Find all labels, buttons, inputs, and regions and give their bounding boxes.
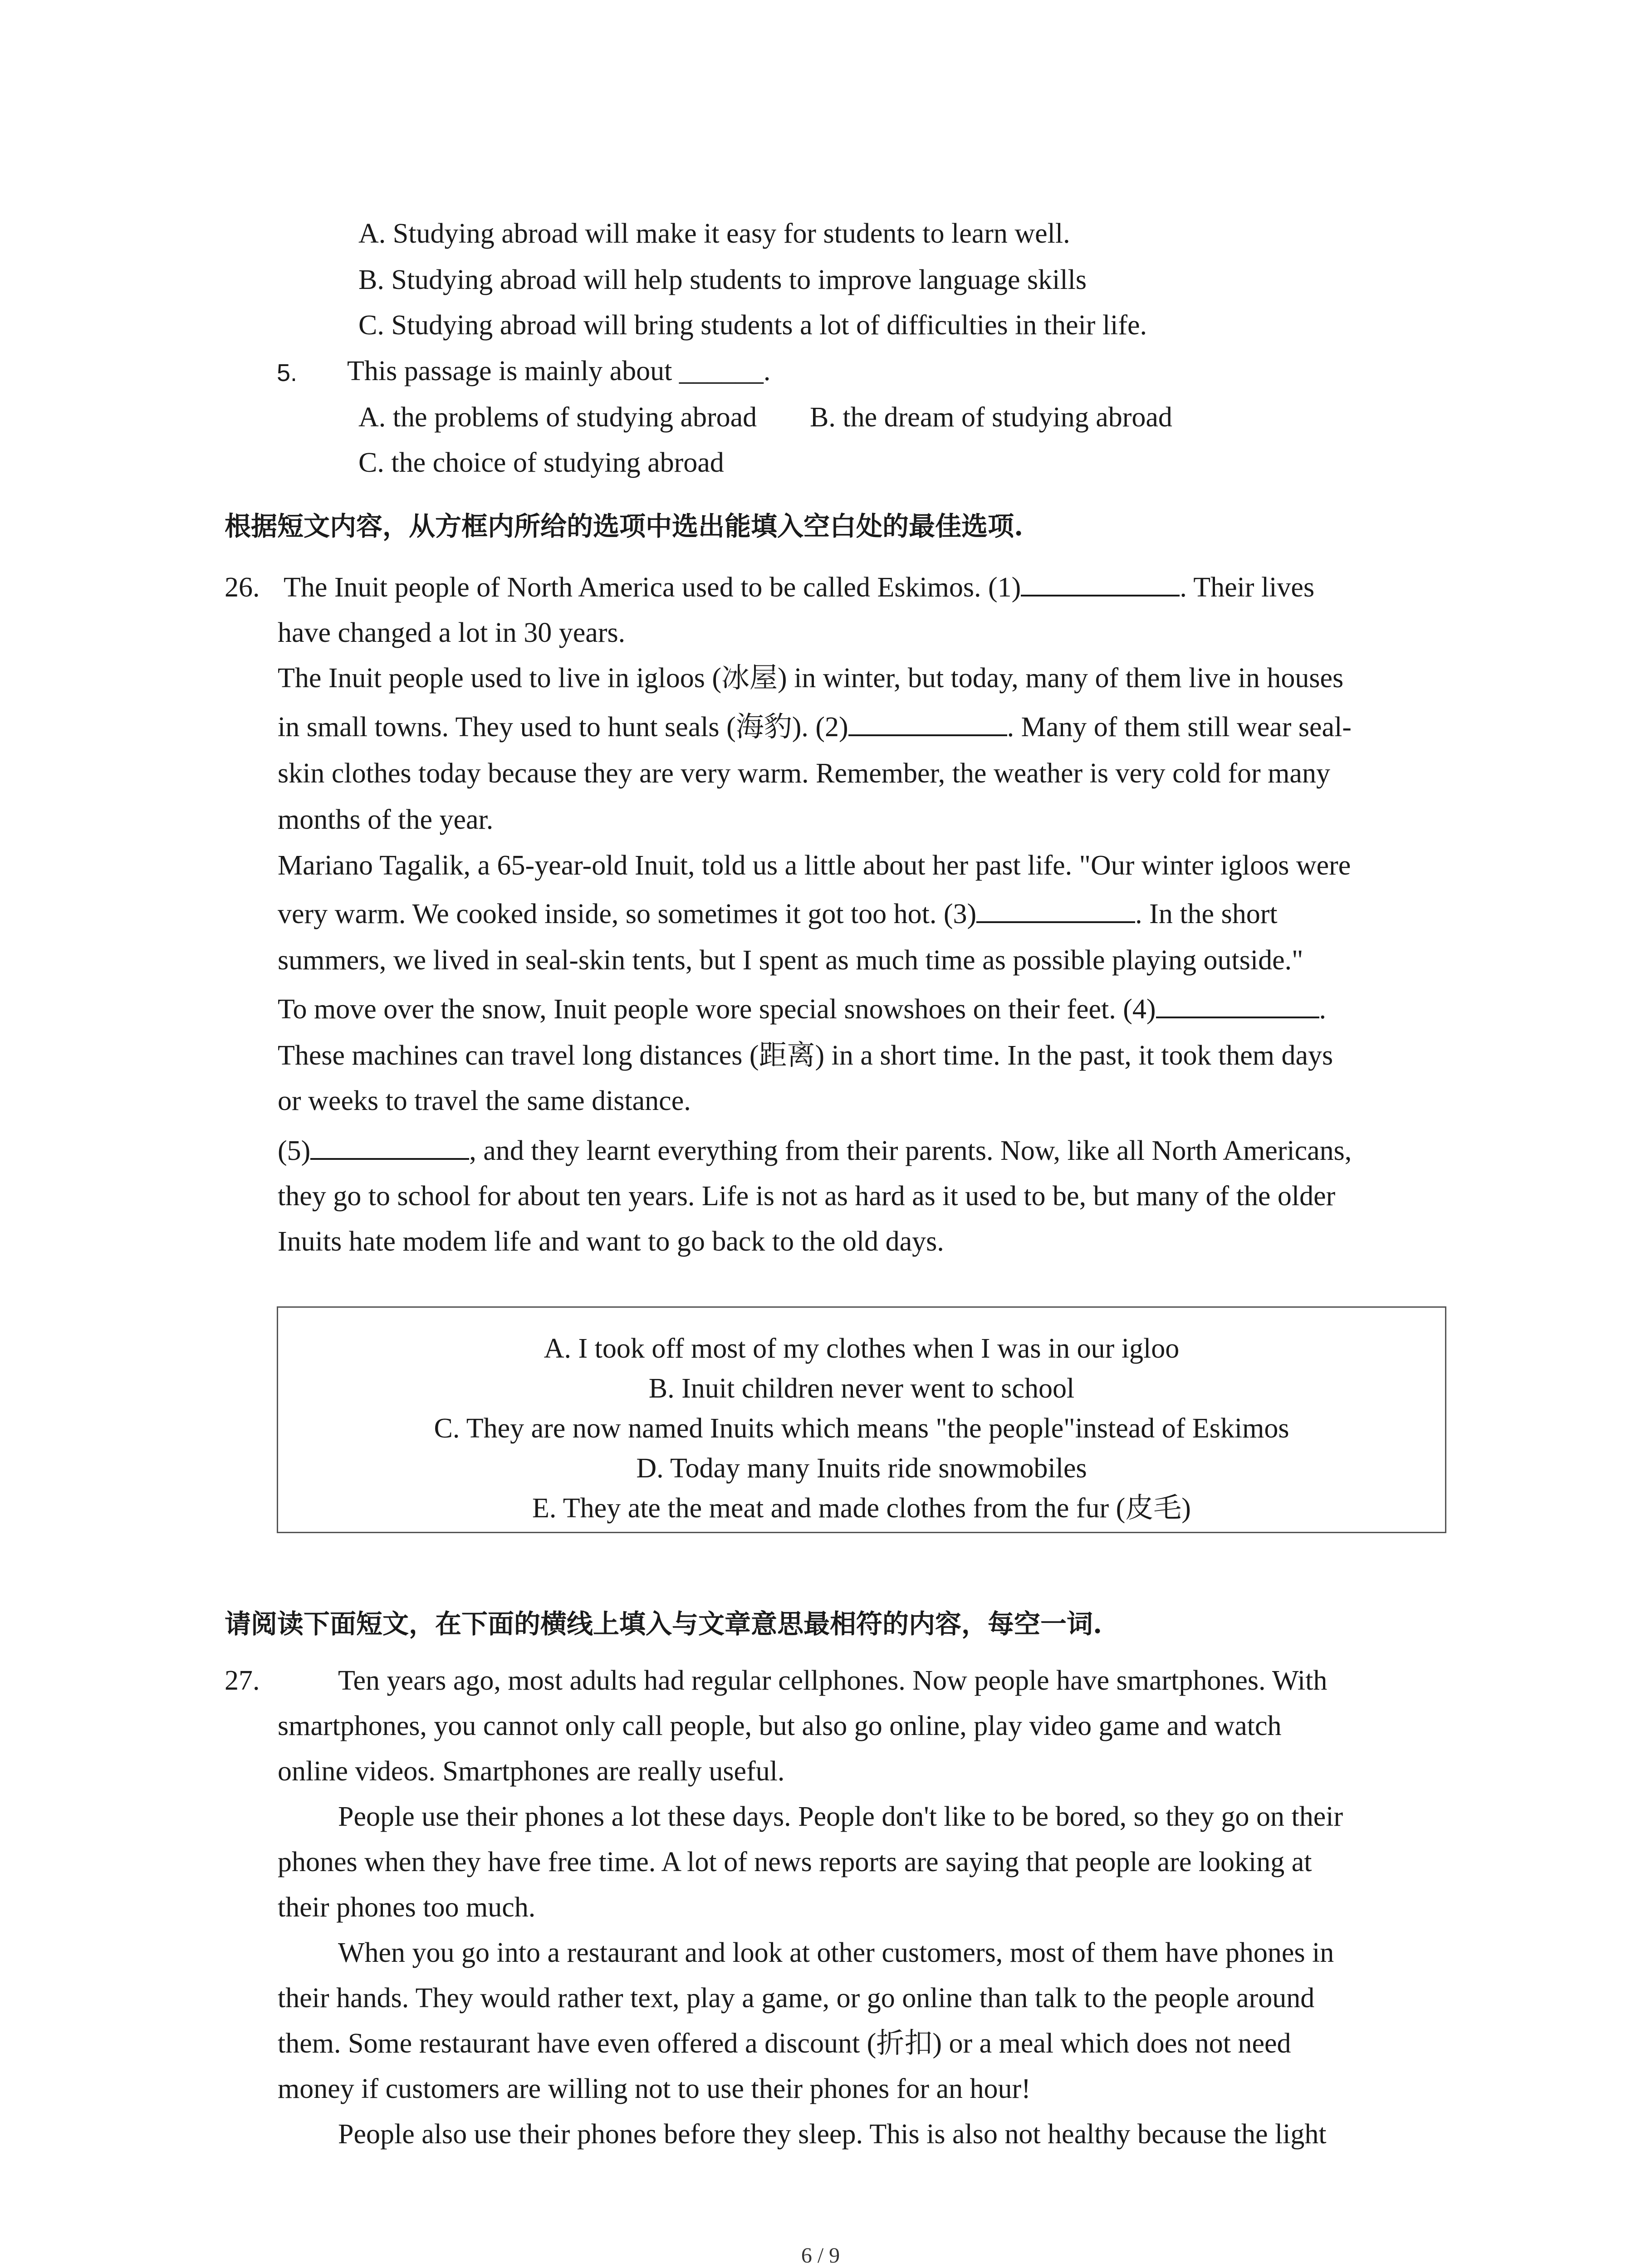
q26-line-10-tail: .: [1319, 994, 1327, 1025]
section-instruction-2: 请阅读下面短文，在下面的横线上填入与文章意思最相符的内容，每空一词.: [225, 1608, 1102, 1639]
q26-line-4-tail: . Many of them still wear seal-: [1007, 712, 1352, 743]
q26-line-7: Mariano Tagalik, a 65-year-old Inuit, told us a little about her past life. "Our winter igloos were: [278, 850, 1351, 881]
q26-line-10: [278, 991, 1326, 1027]
q27-line-9: them. Some restaurant have even offered a discount (折扣) or a meal which does not need: [278, 2028, 1291, 2059]
question-26-number: 26.: [225, 572, 260, 603]
q26-line-12: or weeks to travel the same distance.: [278, 1085, 691, 1116]
q27-line-11: People also use their phones before they sleep. This is also not healthy because the light: [338, 2119, 1327, 2150]
q26-line-9: summers, we lived in seal-skin tents, but I spent as much time as possible playing outside.": [278, 945, 1303, 976]
answer-blank-3[interactable]: [976, 896, 1135, 923]
q27-line-2: smartphones, you cannot only call people, but also go online, play video game and watch: [278, 1711, 1282, 1741]
q26-line-4: [278, 709, 1352, 745]
q26-line-1-text: The Inuit people of North America used to be called Eskimos. (1): [284, 572, 1021, 603]
q26-line-1: [284, 569, 1314, 606]
q26-line-13-tail: , and they learnt everything from their parents. Now, like all North Americans,: [469, 1135, 1352, 1166]
answer-blank-4[interactable]: [1156, 991, 1319, 1018]
options-box: [277, 1306, 1446, 1533]
question-5-option-b: B. the dream of studying abroad: [810, 402, 1172, 433]
q26-line-6: months of the year.: [278, 804, 494, 835]
answer-blank-5[interactable]: [310, 1133, 469, 1160]
q27-line-10: money if customers are willing not to use their phones for an hour!: [278, 2073, 1031, 2104]
q27-line-1: Ten years ago, most adults had regular cellphones. Now people have smartphones. With: [338, 1665, 1327, 1696]
question-27-number: 27.: [225, 1665, 260, 1696]
q26-line-13-text: (5): [278, 1135, 311, 1166]
q27-line-7: When you go into a restaurant and look at other customers, most of them have phones in: [338, 1937, 1334, 1968]
prev-option-b: B. Studying abroad will help students to improve language skills: [358, 264, 1087, 295]
page-number: 6 / 9: [801, 2244, 840, 2268]
prev-option-c: C. Studying abroad will bring students a lot of difficulties in their life.: [358, 310, 1147, 341]
prev-option-a: A. Studying abroad will make it easy for students to learn well.: [358, 218, 1070, 249]
question-5-stem: This passage is mainly about ______.: [347, 356, 771, 386]
q26-line-5: skin clothes today because they are very warm. Remember, the weather is very cold for many: [278, 758, 1330, 789]
section-instruction-1: 根据短文内容，从方框内所给的选项中选出能填入空白处的最佳选项.: [225, 511, 1024, 542]
q26-line-2: have changed a lot in 30 years.: [278, 617, 626, 648]
q27-line-6: their phones too much.: [278, 1892, 536, 1923]
q27-line-3: online videos. Smartphones are really useful.: [278, 1756, 785, 1787]
q26-line-3: The Inuit people used to live in igloos (冰屋) in winter, but today, many of them live in houses: [278, 663, 1344, 694]
q26-line-1-tail: . Their lives: [1180, 572, 1315, 603]
q27-line-5: phones when they have free time. A lot of news reports are saying that people are looking at: [278, 1847, 1312, 1877]
q26-line-13: [278, 1133, 1352, 1169]
q26-line-10-text: To move over the snow, Inuit people wore special snowshoes on their feet. (4): [278, 994, 1156, 1025]
q27-line-4: People use their phones a lot these days. People don't like to be bored, so they go on their: [338, 1801, 1343, 1832]
q26-line-8-text: very warm. We cooked inside, so sometimes it got too hot. (3): [278, 899, 977, 929]
q27-line-8: their hands. They would rather text, play a game, or go online than talk to the people around: [278, 1983, 1315, 2014]
q26-line-8: [278, 896, 1278, 932]
box-option-b: B. Inuit children never went to school: [648, 1373, 1075, 1404]
q26-line-14: they go to school for about ten years. Life is not as hard as it used to be, but many of the older: [278, 1181, 1336, 1212]
box-option-c: C. They are now named Inuits which means "the people"instead of Eskimos: [434, 1413, 1289, 1444]
answer-blank-2[interactable]: [848, 709, 1007, 736]
q26-line-4-text: in small towns. They used to hunt seals (海豹). (2): [278, 712, 848, 743]
question-5-number: 5.: [277, 359, 298, 386]
question-5-option-c: C. the choice of studying abroad: [358, 447, 724, 478]
q26-line-11: These machines can travel long distances (距离) in a short time. In the past, it took them days: [278, 1040, 1333, 1071]
question-5-option-a: A. the problems of studying abroad: [358, 402, 757, 433]
box-option-e: E. They ate the meat and made clothes from the fur (皮毛): [532, 1493, 1191, 1524]
box-option-a: A. I took off most of my clothes when I was in our igloo: [544, 1333, 1180, 1364]
q26-line-15: Inuits hate modem life and want to go back to the old days.: [278, 1226, 944, 1257]
answer-blank-1[interactable]: [1021, 569, 1180, 596]
box-option-d: D. Today many Inuits ride snowmobiles: [636, 1453, 1087, 1484]
q26-line-8-tail: . In the short: [1135, 899, 1278, 929]
